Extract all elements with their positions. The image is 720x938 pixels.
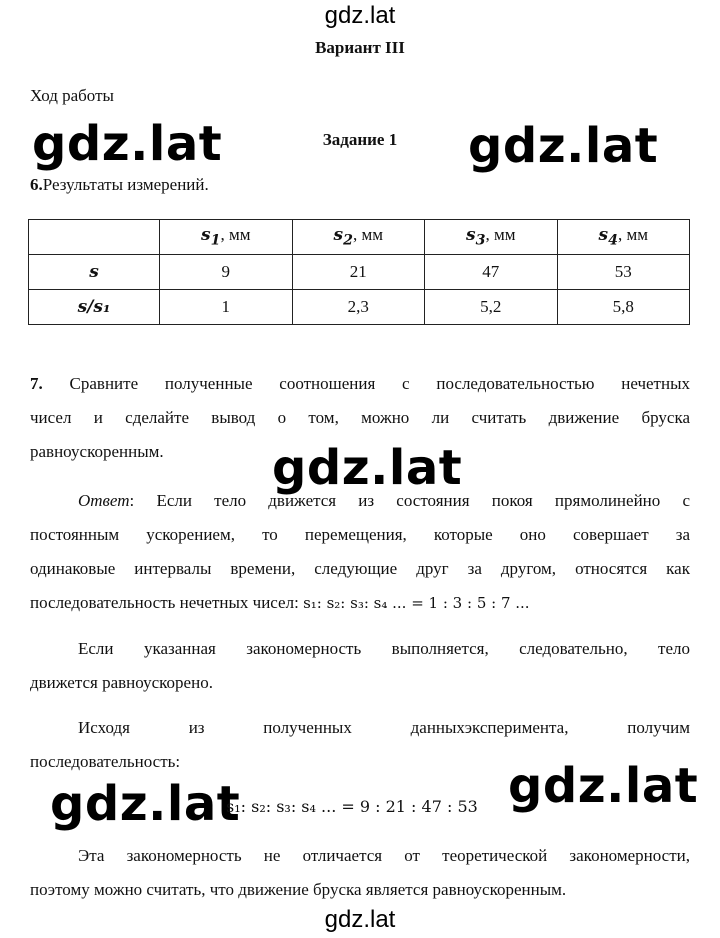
- table-header-row: [29, 220, 690, 255]
- watermark-left: gdz.lat: [32, 116, 223, 172]
- answer-line-4: последовательность нечетных чисел: s₁: s₂: s₃: s₄ ... = 1 : 3 : 5 : 7 ...: [30, 593, 530, 612]
- header-cell-s4: $s_4$, мм: [557, 220, 690, 255]
- answer-sequence: s₁: s₂: s₃: s₄ ... = 1 : 3 : 5 : 7 ...: [303, 594, 530, 612]
- sequence-result: s₁: s₂: s₃: s₄ ... = 9 : 21 : 47 : 53: [226, 797, 478, 816]
- item-6: [30, 175, 209, 195]
- item-6-text: Результаты измерений.: [42, 175, 209, 194]
- row-label-ratio: s/s₁: [29, 290, 160, 325]
- header-cell-s3: $s_3$, мм: [425, 220, 558, 255]
- watermark-bottom-right: gdz.lat: [508, 758, 699, 814]
- watermark-bottom-left: gdz.lat: [50, 776, 241, 832]
- work-label: Ход работы: [30, 86, 114, 105]
- results-table: [28, 219, 690, 325]
- paragraph-3-line-1: Исходя из полученных данныхэксперимента, получим: [78, 718, 690, 737]
- table-cell: 21: [292, 255, 425, 290]
- answer-line-2: постоянным ускорением, то перемещения, которые оно совершает за: [30, 525, 690, 544]
- answer-line-1: Ответ: Если тело движется из состояния покоя прямолинейно с: [78, 491, 690, 510]
- table-cell: 1: [160, 290, 293, 325]
- table-cell: 5,8: [557, 290, 690, 325]
- table-cell: 53: [557, 255, 690, 290]
- header-cell-s1: $s_1$, мм: [160, 220, 293, 255]
- watermark-right: gdz.lat: [468, 118, 659, 174]
- paragraph-2-line-2: движется равноускорено.: [30, 673, 213, 692]
- table-cell: 5,2: [425, 290, 558, 325]
- paragraph-2-line-1: Если указанная закономерность выполняется, следовательно, тело: [78, 639, 690, 658]
- table-cell: 9: [160, 255, 293, 290]
- watermark-top: gdz.lat: [324, 2, 396, 29]
- table-row: [29, 255, 690, 290]
- table-cell: 2,3: [292, 290, 425, 325]
- watermark-center: gdz.lat: [272, 440, 463, 496]
- paragraph-4-line-1: Эта закономерность не отличается от теоретической закономерности,: [78, 846, 690, 865]
- page-heading: Вариант III: [315, 38, 405, 57]
- task-title: Задание 1: [322, 130, 398, 149]
- answer-label: Ответ: [78, 491, 130, 510]
- paragraph-2: [30, 632, 690, 700]
- item-7-line-2: чисел и сделайте вывод о том, можно ли считать движение бруска: [30, 408, 690, 427]
- item-6-number: 6.: [30, 175, 43, 194]
- table-row: [29, 290, 690, 325]
- header-cell-s2: $s_2$, мм: [292, 220, 425, 255]
- paragraph-4-line-2: поэтому можно считать, что движение бруска является равноускоренным.: [30, 880, 567, 899]
- paragraph-4: [30, 839, 690, 907]
- watermark-footer: gdz.lat: [324, 906, 396, 933]
- row-label-s: s: [29, 255, 160, 290]
- paragraph-3-line-2: последовательность:: [30, 752, 181, 771]
- table-corner-cell: [29, 220, 160, 255]
- item-7-line-3: равноускоренным.: [30, 442, 164, 461]
- answer-line-3: одинаковые интервалы времени, следующие друг за другом, относятся как: [30, 559, 690, 578]
- table-cell: 47: [425, 255, 558, 290]
- answer-block: [30, 484, 690, 620]
- item-7-line-1: 7. Сравните полученные соотношения с последовательностью нечетных: [30, 374, 691, 393]
